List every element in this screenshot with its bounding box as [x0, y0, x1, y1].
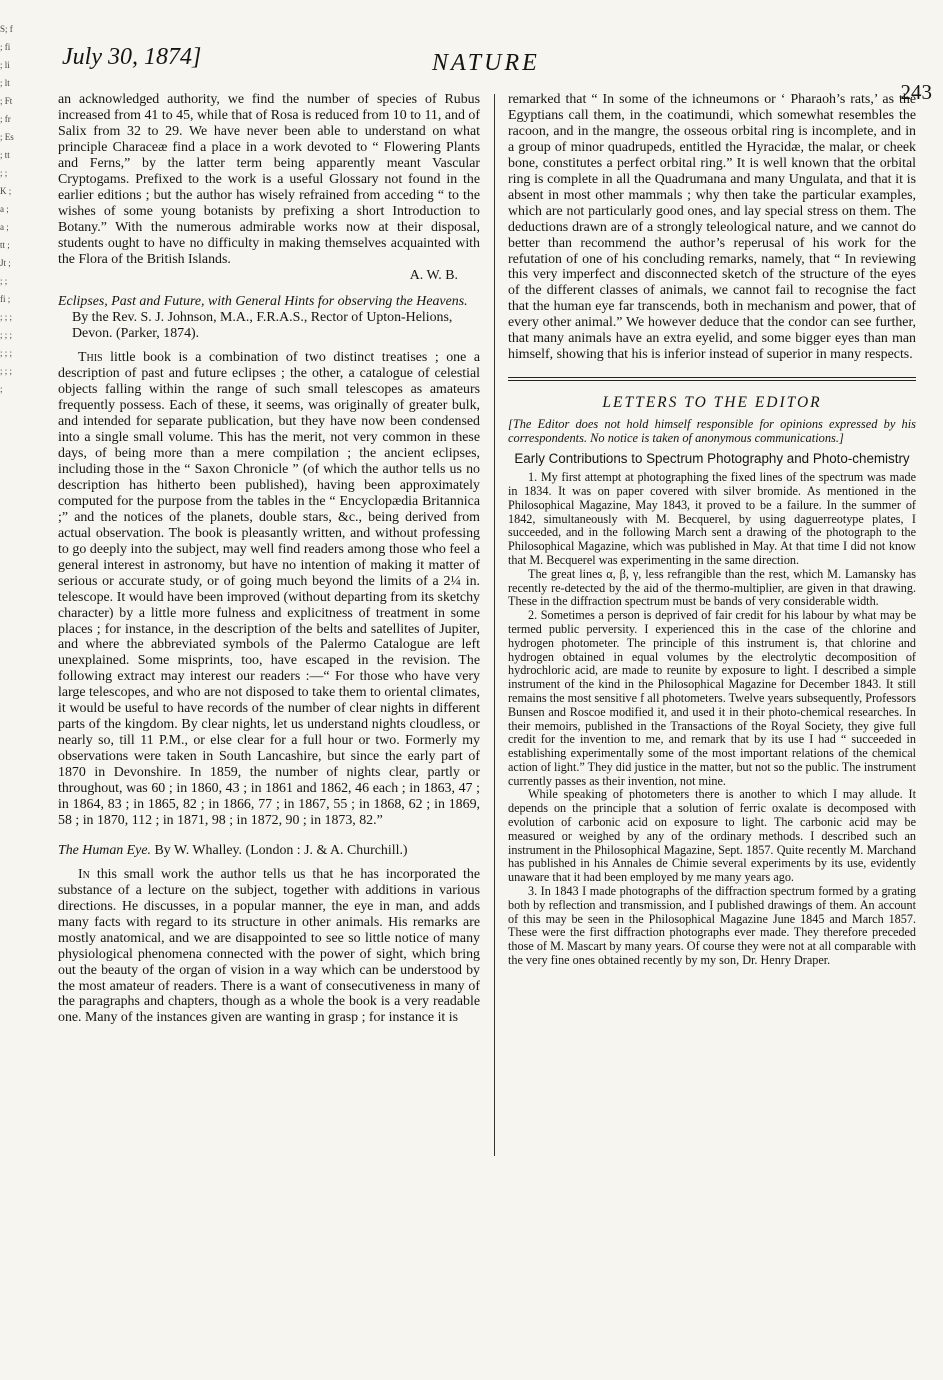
issue-date: July 30, 1874] — [62, 44, 202, 70]
journal-title: NATURE — [432, 50, 540, 76]
eclipses-review-paragraph — [58, 350, 480, 829]
human-eye-review-paragraph — [58, 867, 480, 1027]
left-column — [58, 92, 480, 1362]
section-rule-bottom — [508, 380, 916, 381]
page-edge-marks: S; f ; fi ; li ; lt ; Ft ; fr ; Es ; tt ; ; K ; a ; a ; tt ; Jt ; ; ; fi ; ; ; ; ; ; ; ; ; ; ; ; ; ; — [0, 24, 14, 394]
letter-paragraph-4: While speaking of photometers there is another to which I may allude. It depends on the principle that a solution of ferric oxalate is decomposed with evolution of carbonic acid on exposure to light. The carbonic acid may be measured or weighed by any of the ordinary methods. I described such an instrument in the Philosophical Magazine, Sept. 1857. Quite recently M. Marchand has published in his Annales de Chimie several experiments by its use, evidently unaware that it had been employed by me many years ago. — [508, 787, 916, 885]
human-eye-review-continuation: remarked that “ In some of the ichneumons or ‘ Pharaoh’s rats,’ as the Egyptians call them, in the coatimundi, which somewhat resembles the racoon, and in the mangre, the osseous orbital ring is incomplete, and in a group of minor quadrupeds, entitled the Hyracidæ, the malar, or cheek bone, constitutes a perfect orbital ring.” It is well known that the orbital ring is complete in all the Quadrumana and many Ungulata, and that it is absent in most other mammals ; why then take the particular examples, which are not particularly good ones, and lay special stress on them. The deductions drawn are of a strongly teleological nature, and we cannot do better than recommend the author’s reperusal of his work for the refutation of one of his concluding remarks, namely, that “ In reviewing this very imperfect and disconnected sketch of the structure of the eyes of the different classes of animals, we cannot fail to recognise the fact that the human eye far transcends, both in mechanism and power, that of every other animal.” We however deduce that the condor can see further, that many animals have an extra eyelid, and some bigger eyes than man himself, showing that his is inferior instead of superior in many respects. — [508, 92, 916, 363]
column-divider — [494, 94, 495, 1156]
letter-title: Early Contributions to Spectrum Photography and Photo-chemistry — [514, 451, 910, 467]
editor-disclaimer: [The Editor does not hold himself responsible for opinions expressed by his correspondents. No notice is taken of anonymous communications.] — [508, 417, 916, 446]
letter-paragraph-2: The great lines α, β, γ, less refrangible than the rest, which M. Lamansky has recently re-detected by the aid of the thermo-multiplier, are given in that drawing. These in the diffraction spectrum must be bands of very considerable width. — [508, 566, 916, 609]
section-rule-top — [508, 377, 916, 378]
human-eye-review-text: this small work the author tells us that he has incorporated the substance of a lecture on the subject, together with additions in various directions. He discusses, in a popular manner, the eye in man, and adds many facts with regard to its structure in other animals. His remarks are mostly anatomical, and we are disappointed to see so little notice of many physiological phenomena connected with the power of sight, which bring out the beauty of the organ of vision in a way which can be understood by the most amateur of readers. There is a want of consecutiveness in many of the paragraphs and chapters, though as a whole the book is a very readable one. Many of the instances given are wanting in grasp ; for instance it is — [58, 866, 480, 1026]
letters-section-title: LETTERS TO THE EDITOR — [602, 394, 822, 412]
letter-paragraph-5: 3. In 1843 I made photographs of the diffraction spectrum formed by a grating both by reflection and transmission, and I published drawings of them. An account of this may be seen in the Philosophical Magazine June 1845 and March 1857. These were the first diffraction photographs ever made. They therefore preceded those of M. Mascart by many years. Of course they were not at all comparable with the very fine ones obtained recently by my son, Dr. Henry Draper. — [508, 884, 916, 968]
letter-paragraph-3: 2. Sometimes a person is deprived of fair credit for his labour by what may be termed public perversity. I experienced this in the case of the chlorine and hydrogen photometer. The principle of this instrument is, that chlorine and hydrogen obtained in equal volumes by the electrolytic decomposition of hydrochloric acid, are made to reunite by exposure to light. I described a simple instrument of the kind in the Philosophical Magazine for December 1843. It still remains the most sensitive f all photometers. Twelve years subsequently, Professors Bunsen and Roscoe modified it, and used it in their photo-chemical researches. In their memoirs, published in the Transactions of the Royal Society, they give full credit for the invention to me, and remark that by its use I had “ succeeded in establishing experimentally some of the most important relations of the chemical action of light.” They did justice in the matter, but not so the public. The instrument currently passes as their invention, not mine. — [508, 608, 916, 788]
book-heading-human-eye — [58, 843, 480, 859]
paragraph-lead-word: This — [78, 350, 103, 366]
page-header — [62, 44, 932, 104]
right-column — [508, 92, 916, 1362]
eclipses-review-text: little book is a combination of two distinct treatises ; one a description of past and future eclipses ; the other, a catalogue of celestial objects falling within the range of such small telescopes as amateurs frequently possess. Each of these, it seems, was originally of greater bulk, and intended for separate publication, but they have now been condensed into a single small volume. This has the merit, not very common in these days, of being more than a mere compilation ; the ancient eclipses, including those in the “ Saxon Chronicle ” (of which the author tells us no description has hitherto been published), having been approximately computed for the purpose from the tables in the “ Encyclopædia Britannica ;” and the notices of the planets, double stars, &c., being derived from actual observation. The book is pleasantly written, and without professing to go deeply into the subject, may well find readers among those who feel a general interest in astronomy, but have no intention of making it matter of serious or accurate study, or of going much beyond the limits of a 2¼ in. telescope. It would have been improved (without departing from its sketchy character) by a little more fulness and explicitness of treatment in some places ; for instance, in the description of the belts and satellites of Jupiter, and where the abbreviated symbols of the Palermo Catalogue are left unexplained. Some misprints, too, have escaped in the revision. The following extract may interest our readers :—“ For those who have very large telescopes, and who are not disposed to take them to oriental climates, it would be useful to have records of the number of clear nights in different parts of the kingdom. By clear nights, let us understand nights cloudless, or nearly so, till 11 P.M., or else clear for a full hour or two. Formerly my observations were taken in South Lancashire, but since the early part of 1870 in Devonshire. In 1859, the number of nights clear, partly or throughout, was 60 ; in 1860, 43 ; in 1861 and 1862, 46 each ; in 1863, 47 ; in 1864, 83 ; in 1865, 82 ; in 1866, 77 ; in 1867, 55 ; in 1868, 62 ; in 1869, 58 ; in 1870, 112 ; in 1871, 98 ; in 1872, 90 ; in 1873, 82.” — [58, 350, 480, 828]
book-details-human-eye: By W. Whalley. (London : J. & A. Churchill.) — [150, 842, 408, 858]
review-signature: A. W. B. — [409, 268, 458, 284]
book-title-human-eye: The Human Eye. — [58, 842, 151, 858]
book-heading-eclipses — [58, 294, 480, 342]
page-number: 243 — [900, 80, 932, 104]
paragraph-lead-word: In — [78, 866, 90, 882]
letter-paragraph-1: 1. My first attempt at photographing the fixed lines of the spectrum was made in 1834. It was on paper covered with silver bromide. As mentioned in the Philosophical Magazine, May 1843, it proved to be a failure. In the summer of 1842, simultaneously with M. Becquerel, by using daguerreotype plates, I succeeded, and in the following March sent a drawing of the photograph to the Philosophical Magazine, which was published in May. At that time I did not know that M. Becquerel was experimenting in the same direction. — [508, 470, 916, 567]
review-continuation-paragraph: an acknowledged authority, we find the number of species of Rubus increased from 41 to 45, while that of Rosa is reduced from 10 to 11, and of Salix from 32 to 29. We have never been able to understand on what principle Characeæ find a place in a work devoted to “ Flowering Plants and Ferns,” by the latter term being apparently meant Vascular Cryptogams. Prefixed to the work is a useful Glossary not found in the earlier editions ; but the author has wisely refrained from acceding “ to the wishes of some young botanists by prefixing a short Introduction to Botany.” With the numerous admirable works now at their disposal, students ought to have no difficulty in making themselves acquainted with the Flora of the British Islands. — [58, 92, 480, 267]
book-details-eclipses: By the Rev. S. J. Johnson, M.A., F.R.A.S., Rector of Upton-Helions, Devon. (Parker, 1874). — [72, 310, 453, 342]
book-title-eclipses: Eclipses, Past and Future, with General Hints for observing the Heavens. — [58, 294, 468, 310]
